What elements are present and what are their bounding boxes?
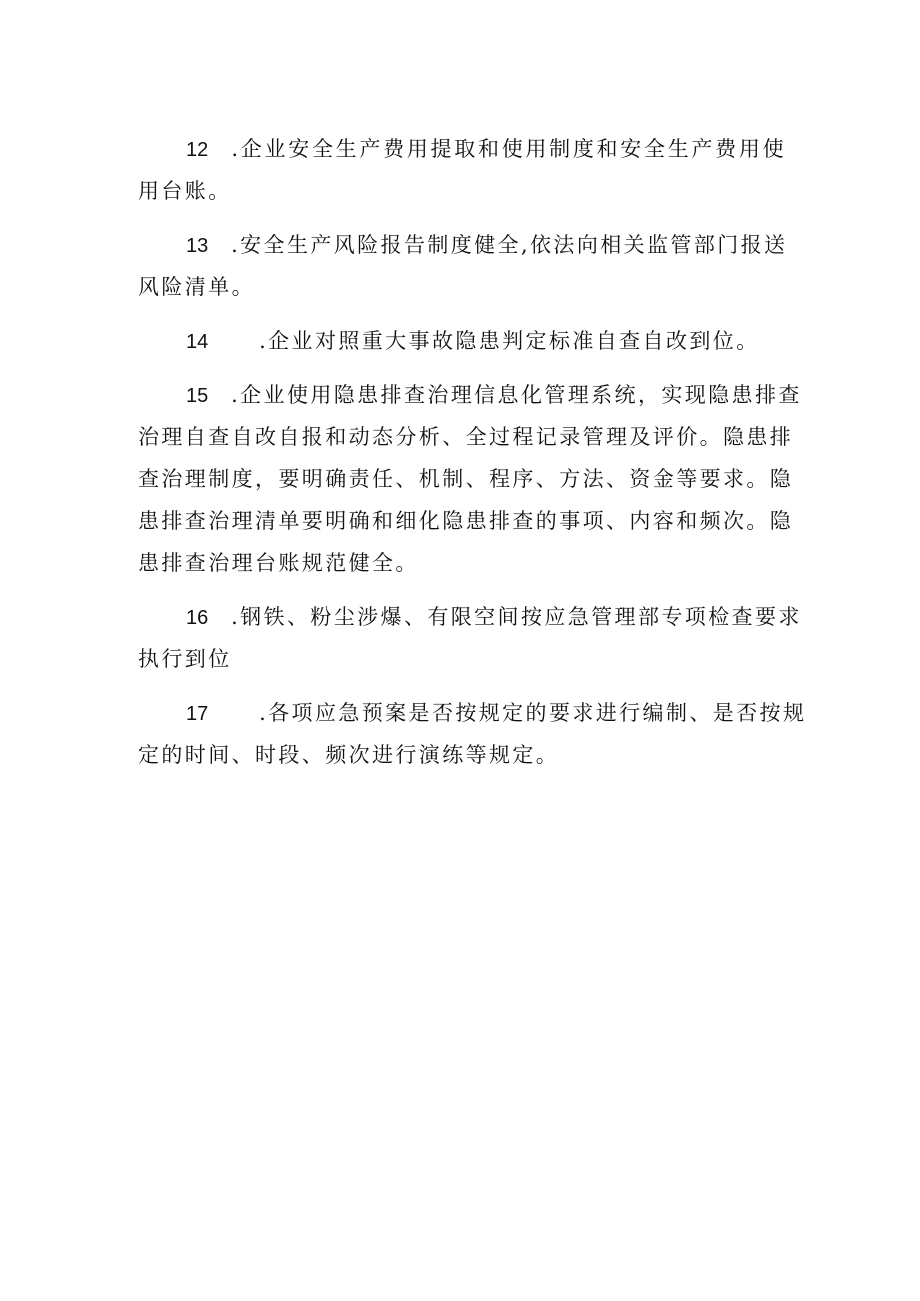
item-text: .安全生产风险报告制度健全,依法向相关监管部门报送 — [222, 233, 788, 257]
item-text: 查治理制度，要明确责任、机制、程序、方法、资金等要求。隐 — [138, 467, 794, 491]
document-body — [138, 128, 807, 788]
item-line — [138, 734, 786, 776]
item-number: 16 — [186, 607, 209, 629]
item-line — [138, 500, 794, 542]
item-line — [138, 458, 794, 500]
item-text: 定的时间、时段、频次进行演练等规定。 — [138, 743, 560, 767]
item-line — [138, 170, 786, 212]
list-item-17 — [138, 692, 807, 776]
item-text: 执行到位 — [138, 647, 232, 671]
item-text: .企业使用隐患排查治理信息化管理系统，实现隐患排查 — [222, 383, 802, 407]
list-item-14 — [138, 320, 786, 362]
item-text: 患排查治理台账规范健全。 — [138, 551, 419, 575]
item-text: 风险清单。 — [138, 275, 255, 299]
item-text: .企业对照重大事故隐患判定标准自查自改到位。 — [250, 329, 760, 353]
item-number: 14 — [186, 331, 209, 353]
item-text: .各项应急预案是否按规定的要求进行编制、是否按规 — [250, 701, 807, 725]
item-line — [138, 266, 786, 308]
item-text: .钢铁、粉尘涉爆、有限空间按应急管理部专项检查要求 — [222, 605, 802, 629]
list-item-16 — [138, 596, 802, 680]
item-text: .企业安全生产费用提取和使用制度和安全生产费用使 — [222, 137, 786, 161]
list-item-12 — [138, 128, 786, 212]
item-line — [138, 374, 802, 416]
item-text: 治理自查自改自报和动态分析、全过程记录管理及评价。隐患排 — [138, 425, 794, 449]
item-number: 15 — [186, 385, 209, 407]
item-line — [138, 692, 807, 734]
item-line — [138, 542, 786, 584]
list-item-13 — [138, 224, 786, 308]
item-number: 17 — [186, 703, 209, 725]
item-line — [138, 320, 786, 362]
list-item-15 — [138, 374, 802, 584]
item-text: 用台账。 — [138, 179, 232, 203]
item-line — [138, 638, 786, 680]
item-line — [138, 224, 786, 266]
item-line — [138, 128, 786, 170]
item-line — [138, 416, 794, 458]
item-number: 12 — [186, 139, 209, 161]
item-text: 患排查治理清单要明确和细化隐患排查的事项、内容和频次。隐 — [138, 509, 794, 533]
item-number: 13 — [186, 235, 209, 257]
item-line — [138, 596, 802, 638]
